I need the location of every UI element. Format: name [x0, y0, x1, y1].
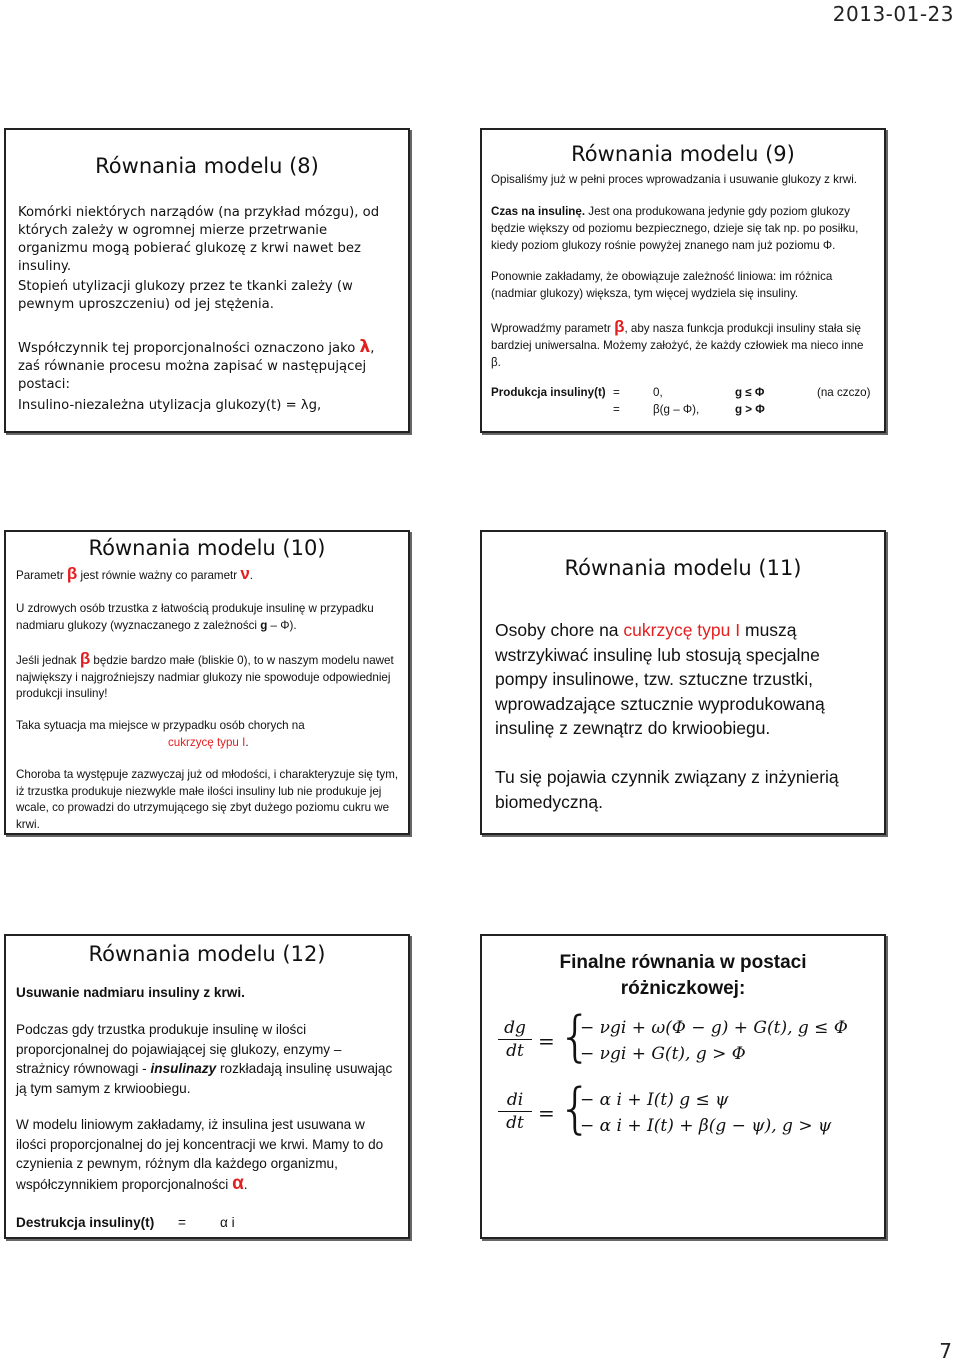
text: Podczas gdy trzustka produkuje insulinę w ilości proporcjonalnej do pojawiającej się glukozy, enzymy – strażnicy równowagi -: [16, 1022, 342, 1076]
text: , aby nasza funkcja produkcji insuliny stała się bardziej uniwersalna. Możemy założyć, że każdy człowiek ma nieco inne β.: [491, 322, 864, 369]
paragraph: Stopień utylizacji glukozy przez te tkanki zależy (w pewnym uproszczeniu) od jej stężenia.: [18, 279, 353, 312]
paragraph: Taka sytuacja ma miejsce w przypadku osób chorych na: [16, 719, 305, 732]
paragraph: [16, 651, 400, 703]
equation-row: − α i + I(t) g ≤ ψ: [580, 1090, 729, 1110]
equation-label: Insulino-niezależna utylizacja glukozy(t): [18, 398, 282, 413]
equation-label: Destrukcja insuliny(t): [16, 1215, 155, 1230]
paragraph: [495, 618, 866, 741]
beta-symbol: β: [66, 564, 78, 583]
numerator: di: [498, 1090, 532, 1112]
highlighted-text: cukrzycę typu I: [168, 736, 246, 749]
slide-title: Równania modelu (11): [564, 556, 802, 580]
slide-title: Równania modelu (8): [95, 154, 319, 178]
equation-row: − νgi + ω(Φ − g) + G(t), g ≤ Φ: [580, 1018, 848, 1038]
text: .: [249, 569, 254, 582]
text: .: [243, 1176, 248, 1192]
paragraph: Ponownie zakładamy, że obowiązuje zależność liniowa: im różnica (nadmiar glukozy) większa, tym więcej wydziela się insuliny.: [491, 270, 833, 300]
equals: =: [178, 1215, 186, 1230]
highlighted-text: cukrzycę typu I: [623, 620, 741, 640]
text: – Φ).: [267, 618, 297, 632]
equation-label: Produkcja insuliny(t): [491, 386, 606, 399]
bold-italic-text: insulinazy: [150, 1061, 217, 1076]
paragraph: [16, 1020, 394, 1098]
text: Wprowadźmy parametr: [491, 322, 615, 335]
slide-13: [480, 934, 886, 1239]
denominator: dt: [506, 1041, 524, 1061]
slide-10: [4, 530, 410, 835]
page-number: 7: [939, 1339, 952, 1363]
numerator: dg: [498, 1018, 532, 1040]
equals: =: [613, 403, 620, 416]
value: β(g – Φ),: [653, 403, 700, 416]
denominator: dt: [506, 1113, 524, 1133]
glucose-equation: [494, 1005, 874, 1072]
paragraph: [168, 735, 400, 752]
paragraph: [491, 318, 876, 371]
lambda-symbol: λ: [359, 337, 371, 357]
equation: [18, 397, 392, 415]
equals-sign: =: [538, 1029, 555, 1053]
note: (na czczo): [817, 386, 871, 399]
slide-title: Równania modelu (12): [88, 942, 326, 966]
text: .: [245, 736, 249, 749]
text: Jest ona produkowana jedynie gdy poziom glukozy będzie większy od poziomu bezpiecznego, dzieje się tak np. po posiłku, kiedy poziom glukozy rośnie powyżej znanego nam już poziomu Φ.: [491, 205, 859, 252]
paragraph: Choroba ta występuje zazwyczaj już od młodości, i charakteryzuje się tym, iż trzustka produkuje niezwykle małe ilości insuliny lub nie produkuje jej wcale, co prowadzi do utrzymującego się zbyt dużego poziomu cukru we krwi.: [16, 768, 399, 831]
slide-8: [4, 128, 410, 433]
insulin-equation: [494, 1077, 874, 1144]
derivative-fraction: [498, 1090, 532, 1133]
text: jest równie ważny co parametr: [77, 569, 241, 582]
alpha-symbol: α: [232, 1172, 244, 1194]
condition: g > Φ: [735, 403, 765, 416]
text: muszą wstrzykiwać insulinę lub stosują specjalne pompy insulinowe, tzw. sztuczne trzustki, wprowadzające sztucznie wyprodukowaną insulinę z zewnątrz do krwioobiegu.: [495, 620, 825, 738]
paragraph: [491, 203, 876, 254]
beta-symbol: β: [614, 317, 625, 336]
equation-row: − νgi + G(t), g > Φ: [580, 1044, 746, 1064]
text: Parametr: [16, 569, 67, 582]
paragraph: Komórki niektórych narządów (na przykład mózgu), od których zależy w ogromnej mierze przetrwanie organizmu mogą pobierać glukozę z krwi nawet bez insuliny.: [18, 205, 380, 274]
slide-12: [4, 934, 410, 1239]
equals: =: [613, 386, 620, 399]
slide-title: Równania modelu (10): [88, 536, 326, 560]
text: Jeśli jednak: [16, 654, 80, 667]
text: , zaś równanie procesu można zapisać w następującej postaci:: [18, 341, 375, 392]
paragraph: [16, 566, 400, 585]
text: Współczynnik tej proporcjonalności oznaczono jako: [18, 341, 360, 356]
condition: g ≤ Φ: [735, 386, 765, 399]
paragraph: Opisaliśmy już w pełni proces wprowadzania i usuwanie glukozy z krwi.: [491, 173, 857, 186]
slide-11: [480, 530, 886, 835]
slide-title: Finalne równania w postaci różniczkowej:: [559, 952, 807, 999]
equation-row: − α i + I(t) + β(g − ψ), g > ψ: [580, 1116, 832, 1136]
bold-g: g: [260, 618, 268, 632]
equals-sign: =: [538, 1101, 555, 1125]
slide-title: Równania modelu (9): [571, 142, 795, 166]
nu-symbol: ν: [240, 564, 250, 583]
value: α i: [220, 1215, 235, 1230]
value: 0,: [653, 386, 663, 399]
text: Osoby chore na: [495, 620, 624, 640]
left-brace: {: [558, 1005, 593, 1068]
paragraph: [16, 1115, 394, 1194]
text: rozkładają insulinę usuwając ją tym samym z krwioobiegu.: [16, 1061, 393, 1096]
bold-text: Czas na insulinę.: [491, 205, 586, 218]
slide-subtitle: Usuwanie nadmiaru insuliny z krwi.: [16, 985, 245, 1000]
beta-symbol: β: [79, 649, 91, 668]
paragraph: [18, 338, 392, 394]
text: W modelu liniowym zakładamy, iż insulina jest usuwana w ilości proporcjonalnej do jej koncentracji we krwi. Mamy to do czynienia z pewnym, różnym dla każdego organizmu, współczynnikiem proporcjonalności: [16, 1117, 384, 1192]
derivative-fraction: [498, 1018, 532, 1061]
equation-rhs: = λg,: [281, 398, 322, 413]
text: U zdrowych osób trzustka z łatwością produkuje insulinę w przypadku nadmiaru glukozy (wyznaczanego z zależności: [16, 602, 374, 632]
paragraph: [16, 601, 400, 634]
document-date: 2013-01-23: [832, 2, 954, 26]
slide-9: [480, 128, 886, 433]
paragraph: Tu się pojawia czynnik związany z inżynierią biomedyczną.: [495, 767, 839, 812]
text: będzie bardzo małe (bliskie 0), to w naszym modelu nawet największy i najgroźniejszy nadmiar glukozy nie spowoduje odpowiedniej produkcji insuliny!: [16, 654, 394, 700]
left-brace: {: [558, 1077, 593, 1140]
